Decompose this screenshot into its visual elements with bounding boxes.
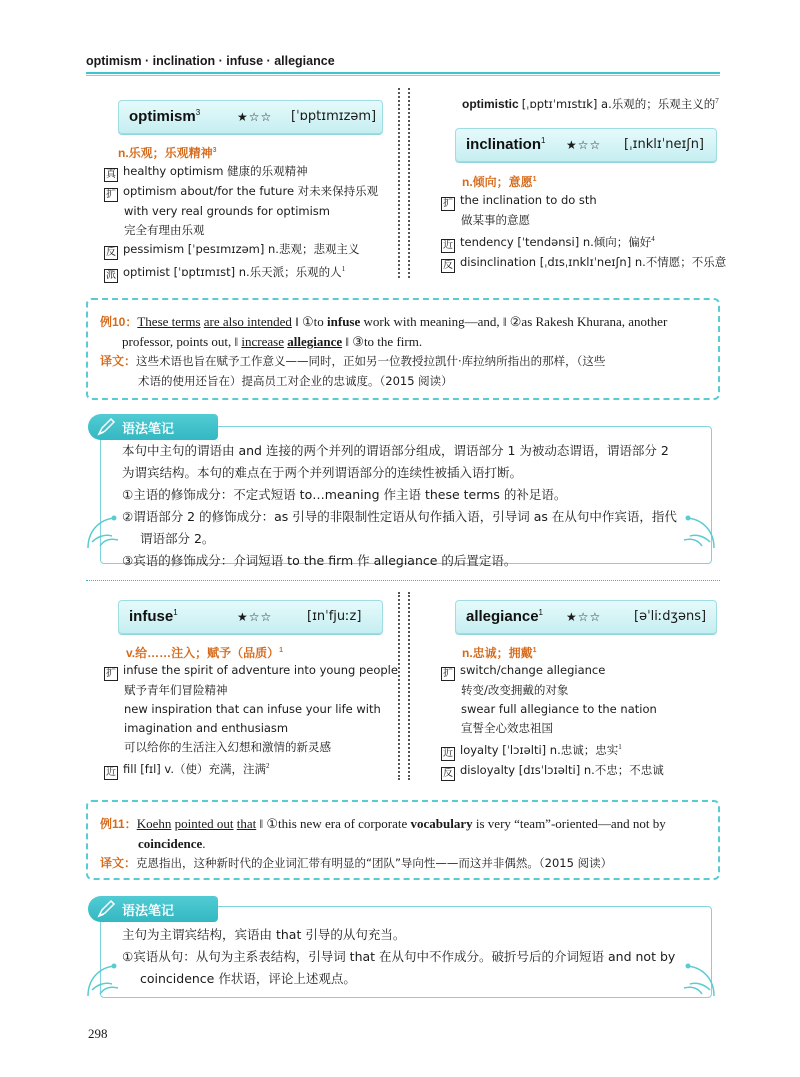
running-header: optimism · inclination · infuse · allegiance	[86, 54, 335, 68]
star-rating: ★☆☆	[237, 110, 273, 124]
grammar-note-title: 语法笔记	[122, 904, 175, 919]
frequency-sup: 1	[541, 136, 546, 145]
headword-text: infuse	[129, 608, 174, 625]
ornament-corner-icon	[672, 512, 718, 552]
predicate-underlined: are also intended	[203, 314, 292, 329]
phonetic: [ɪnˈfjuːz]	[307, 609, 362, 624]
entry-text: fill [fɪl] v.（使）充满，注满	[123, 762, 267, 777]
inclination-entries	[441, 191, 726, 273]
example-10-line2	[122, 332, 422, 351]
tag-icon: 派	[106, 270, 116, 282]
frequency-sup: 3	[195, 108, 201, 117]
grammar-note-badge	[88, 896, 218, 922]
keyword-bold: infuse	[327, 314, 361, 329]
entry-text: with very real grounds for optimism	[124, 204, 331, 218]
translation-10-line1	[100, 352, 605, 371]
tag-icon: 近	[443, 240, 453, 252]
grammar-line: coincidence 作状语，评论上述观点。	[140, 971, 356, 986]
translation-10-line2	[138, 372, 453, 391]
headword	[129, 608, 178, 625]
entry-text: switch/change allegiance	[460, 663, 606, 677]
word-card-inclination	[455, 128, 717, 162]
page-number: 298	[88, 1026, 108, 1041]
grammar-line: ③宾语的修饰成分：介词短语 to the firm 作 allegiance 的后置定语。	[122, 553, 517, 568]
grammar-note-badge	[88, 414, 218, 440]
text-segment: ‖ ①to	[295, 314, 328, 329]
entry-text: 转变/改变拥戴的对象	[461, 683, 569, 697]
phonetic: [ˈɒptɪmɪzəm]	[291, 109, 377, 124]
grammar-line: 主句为主谓宾结构，宾语由 that 引导的从句充当。	[122, 927, 406, 942]
entry-text: swear full allegiance to the nation	[461, 702, 657, 716]
entry-sup: 4	[651, 235, 655, 243]
text-segment: work with meaning—and, ‖ ②as Rakesh Khurana, another	[360, 314, 668, 329]
tag-icon: 反	[106, 247, 116, 258]
keyword-bold: allegiance	[287, 334, 343, 349]
text-segment: is very “team”-oriented—and not by	[472, 816, 666, 831]
subject-underlined: Koehn	[136, 816, 172, 831]
column-divider-chain	[398, 88, 410, 278]
pos-sup: 1	[279, 647, 284, 654]
example-11-line2	[138, 834, 206, 853]
frequency-sup: 1	[173, 608, 178, 617]
entry-sup: 2	[266, 762, 270, 770]
entry-text: 做某事的意愿	[461, 213, 530, 227]
translation-label: 译文：	[100, 354, 137, 368]
entry-text: 完全有理由乐观	[124, 223, 205, 237]
entry-sup: 7	[715, 97, 719, 105]
grammar-line: ①主语的修饰成分：不定式短语 to…meaning 作主语 these terms 的补足语。	[122, 487, 567, 502]
star-rating: ★☆☆	[237, 610, 273, 624]
tag-icon: 反	[443, 260, 453, 272]
pos-sup: 3	[212, 147, 217, 154]
entry-text: optimist [ˈɒptɪmɪst] n.乐天派；乐观的人	[123, 265, 342, 280]
pos-text: v.给……注入；赋予（品质）	[126, 646, 280, 660]
part-of-speech	[118, 144, 217, 161]
entry-text: the inclination to do sth	[460, 193, 597, 207]
section-divider	[86, 580, 720, 581]
pos-text: n.忠诚；拥戴	[462, 646, 533, 660]
tag-icon: 扩	[106, 189, 116, 200]
tag-icon: 扩	[443, 198, 453, 209]
grammar-line: 谓语部分 2。	[140, 531, 215, 546]
frequency-sup: 1	[538, 608, 543, 617]
text-segment: ‖ ①this new era of corporate	[256, 816, 411, 831]
keyword-bold: coincidence	[138, 836, 203, 851]
headword-text: optimism	[129, 108, 196, 125]
tag-icon: 近	[106, 767, 116, 779]
grammar-line: 本句中主句的谓语由 and 连接的两个并列的谓语部分组成，谓语部分 1 为被动态谓语，谓语部分 2	[122, 443, 669, 458]
text-segment: .	[202, 836, 206, 851]
part-of-speech	[126, 644, 283, 661]
grammar-2-body	[122, 924, 675, 990]
translation-text: 术语的使用还旨在）提高员工对企业的忠诚度。（2015 阅读）	[138, 374, 453, 388]
translation-label: 译文：	[100, 856, 137, 870]
entry-text: optimism about/for the future 对未来保持乐观	[123, 184, 379, 198]
keyword-bold: vocabulary	[410, 816, 473, 831]
tag-icon: 反	[443, 768, 453, 780]
header-rule	[86, 72, 720, 74]
header-rule-thin	[86, 75, 720, 76]
subject-underlined: These terms	[137, 314, 201, 329]
grammar-1-body	[122, 440, 677, 572]
entry-text: tendency [ˈtendənsi] n.倾向；偏好	[460, 235, 652, 250]
pos-text: n.乐观；乐观精神	[118, 146, 213, 160]
phonetic: [ˌɪnklɪˈneɪʃn]	[624, 137, 705, 152]
headword	[466, 136, 545, 153]
ornament-corner-icon	[672, 960, 718, 1000]
allegiance-entries	[441, 661, 664, 781]
infuse-entries	[104, 661, 398, 780]
headword-text: allegiance	[466, 608, 539, 625]
predicate-underlined: pointed out	[174, 816, 234, 831]
entry-text: disinclination [ˌdɪsˌɪnklɪˈneɪʃn] n.不情愿；不乐意	[460, 255, 727, 270]
connector-underlined: that	[236, 816, 257, 831]
headword	[129, 108, 200, 125]
predicate-underlined: increase	[241, 334, 284, 349]
headword-text: inclination	[466, 136, 541, 153]
pos-sup: 1	[532, 176, 537, 183]
headword-optimistic: optimistic	[462, 97, 519, 112]
entry-sup: 1	[618, 743, 622, 751]
word-card-optimism	[118, 100, 383, 134]
tag-icon: 真	[106, 169, 116, 180]
part-of-speech	[462, 173, 537, 190]
entry-text: infuse the spirit of adventure into young people	[123, 663, 398, 677]
entry-text: [ˌɒptɪˈmɪstɪk] a.乐观的；乐观主义的	[521, 97, 716, 112]
tag-icon: 扩	[443, 668, 453, 679]
pen-icon	[96, 417, 116, 437]
entry-text: new inspiration that can infuse your life with	[124, 702, 381, 716]
grammar-line: ②谓语部分 2 的修饰成分：as 引导的非限制性定语从句作插入语，引导词 as 在从句中作宾语，指代	[122, 509, 677, 524]
star-rating: ★☆☆	[566, 610, 602, 624]
example-10-line1	[100, 312, 667, 332]
grammar-note-title: 语法笔记	[122, 422, 175, 437]
phonetic: [əˈliːdʒəns]	[634, 609, 707, 624]
translation-text: 这些术语也旨在赋予工作意义——同时，正如另一位教授拉凯什·库拉纳所指出的那样，（这些	[136, 354, 606, 368]
pen-icon	[96, 899, 116, 919]
part-of-speech	[462, 644, 537, 661]
example-label: 例11：	[100, 817, 137, 831]
entry-sup: 1	[341, 265, 346, 273]
optimism-entries	[104, 162, 378, 283]
optimistic-entry	[462, 92, 719, 114]
grammar-line: 为谓宾结构。本句的难点在于两个并列谓语部分的连续性被插入语打断。	[122, 465, 523, 480]
tag-icon: 扩	[106, 668, 116, 679]
entry-text: disloyalty [dɪsˈlɔɪəlti] n.不忠；不忠诚	[460, 763, 664, 778]
star-rating: ★☆☆	[566, 138, 602, 152]
entry-text: loyalty [ˈlɔɪəlti] n.忠诚；忠实	[460, 743, 619, 758]
column-divider-chain	[398, 592, 410, 780]
grammar-line: ①宾语从句：从句为主系表结构，引导词 that 在从句中不作成分。破折号后的介词短语 and not by	[122, 949, 676, 964]
pos-text: n.倾向；意愿	[462, 175, 533, 189]
entry-text: healthy optimism 健康的乐观精神	[123, 164, 308, 178]
entry-text: pessimism [ˈpesɪmɪzəm] n.悲观；悲观主义	[123, 242, 360, 256]
text-segment: professor, points out, ‖	[122, 334, 242, 349]
text-segment: ‖ ③to the firm.	[342, 334, 423, 349]
entry-text: 赋予青年们冒险精神	[124, 683, 228, 697]
entry-text: imagination and enthusiasm	[124, 721, 289, 735]
entry-text: 可以给你的生活注入幻想和激情的新灵感	[124, 740, 331, 754]
entry-text: 宣誓全心效忠祖国	[461, 721, 553, 735]
translation-11-line1	[100, 854, 612, 873]
example-11-line1	[100, 814, 666, 834]
word-card-infuse	[118, 600, 383, 634]
translation-text: 克恩指出，这种新时代的企业词汇带有明显的“团队”导向性——而这并非偶然。（2015 阅读）	[136, 856, 613, 870]
pos-sup: 1	[532, 647, 537, 654]
headword	[466, 608, 543, 625]
word-card-allegiance	[455, 600, 717, 634]
tag-icon: 近	[443, 748, 453, 760]
example-label: 例10：	[100, 315, 138, 329]
